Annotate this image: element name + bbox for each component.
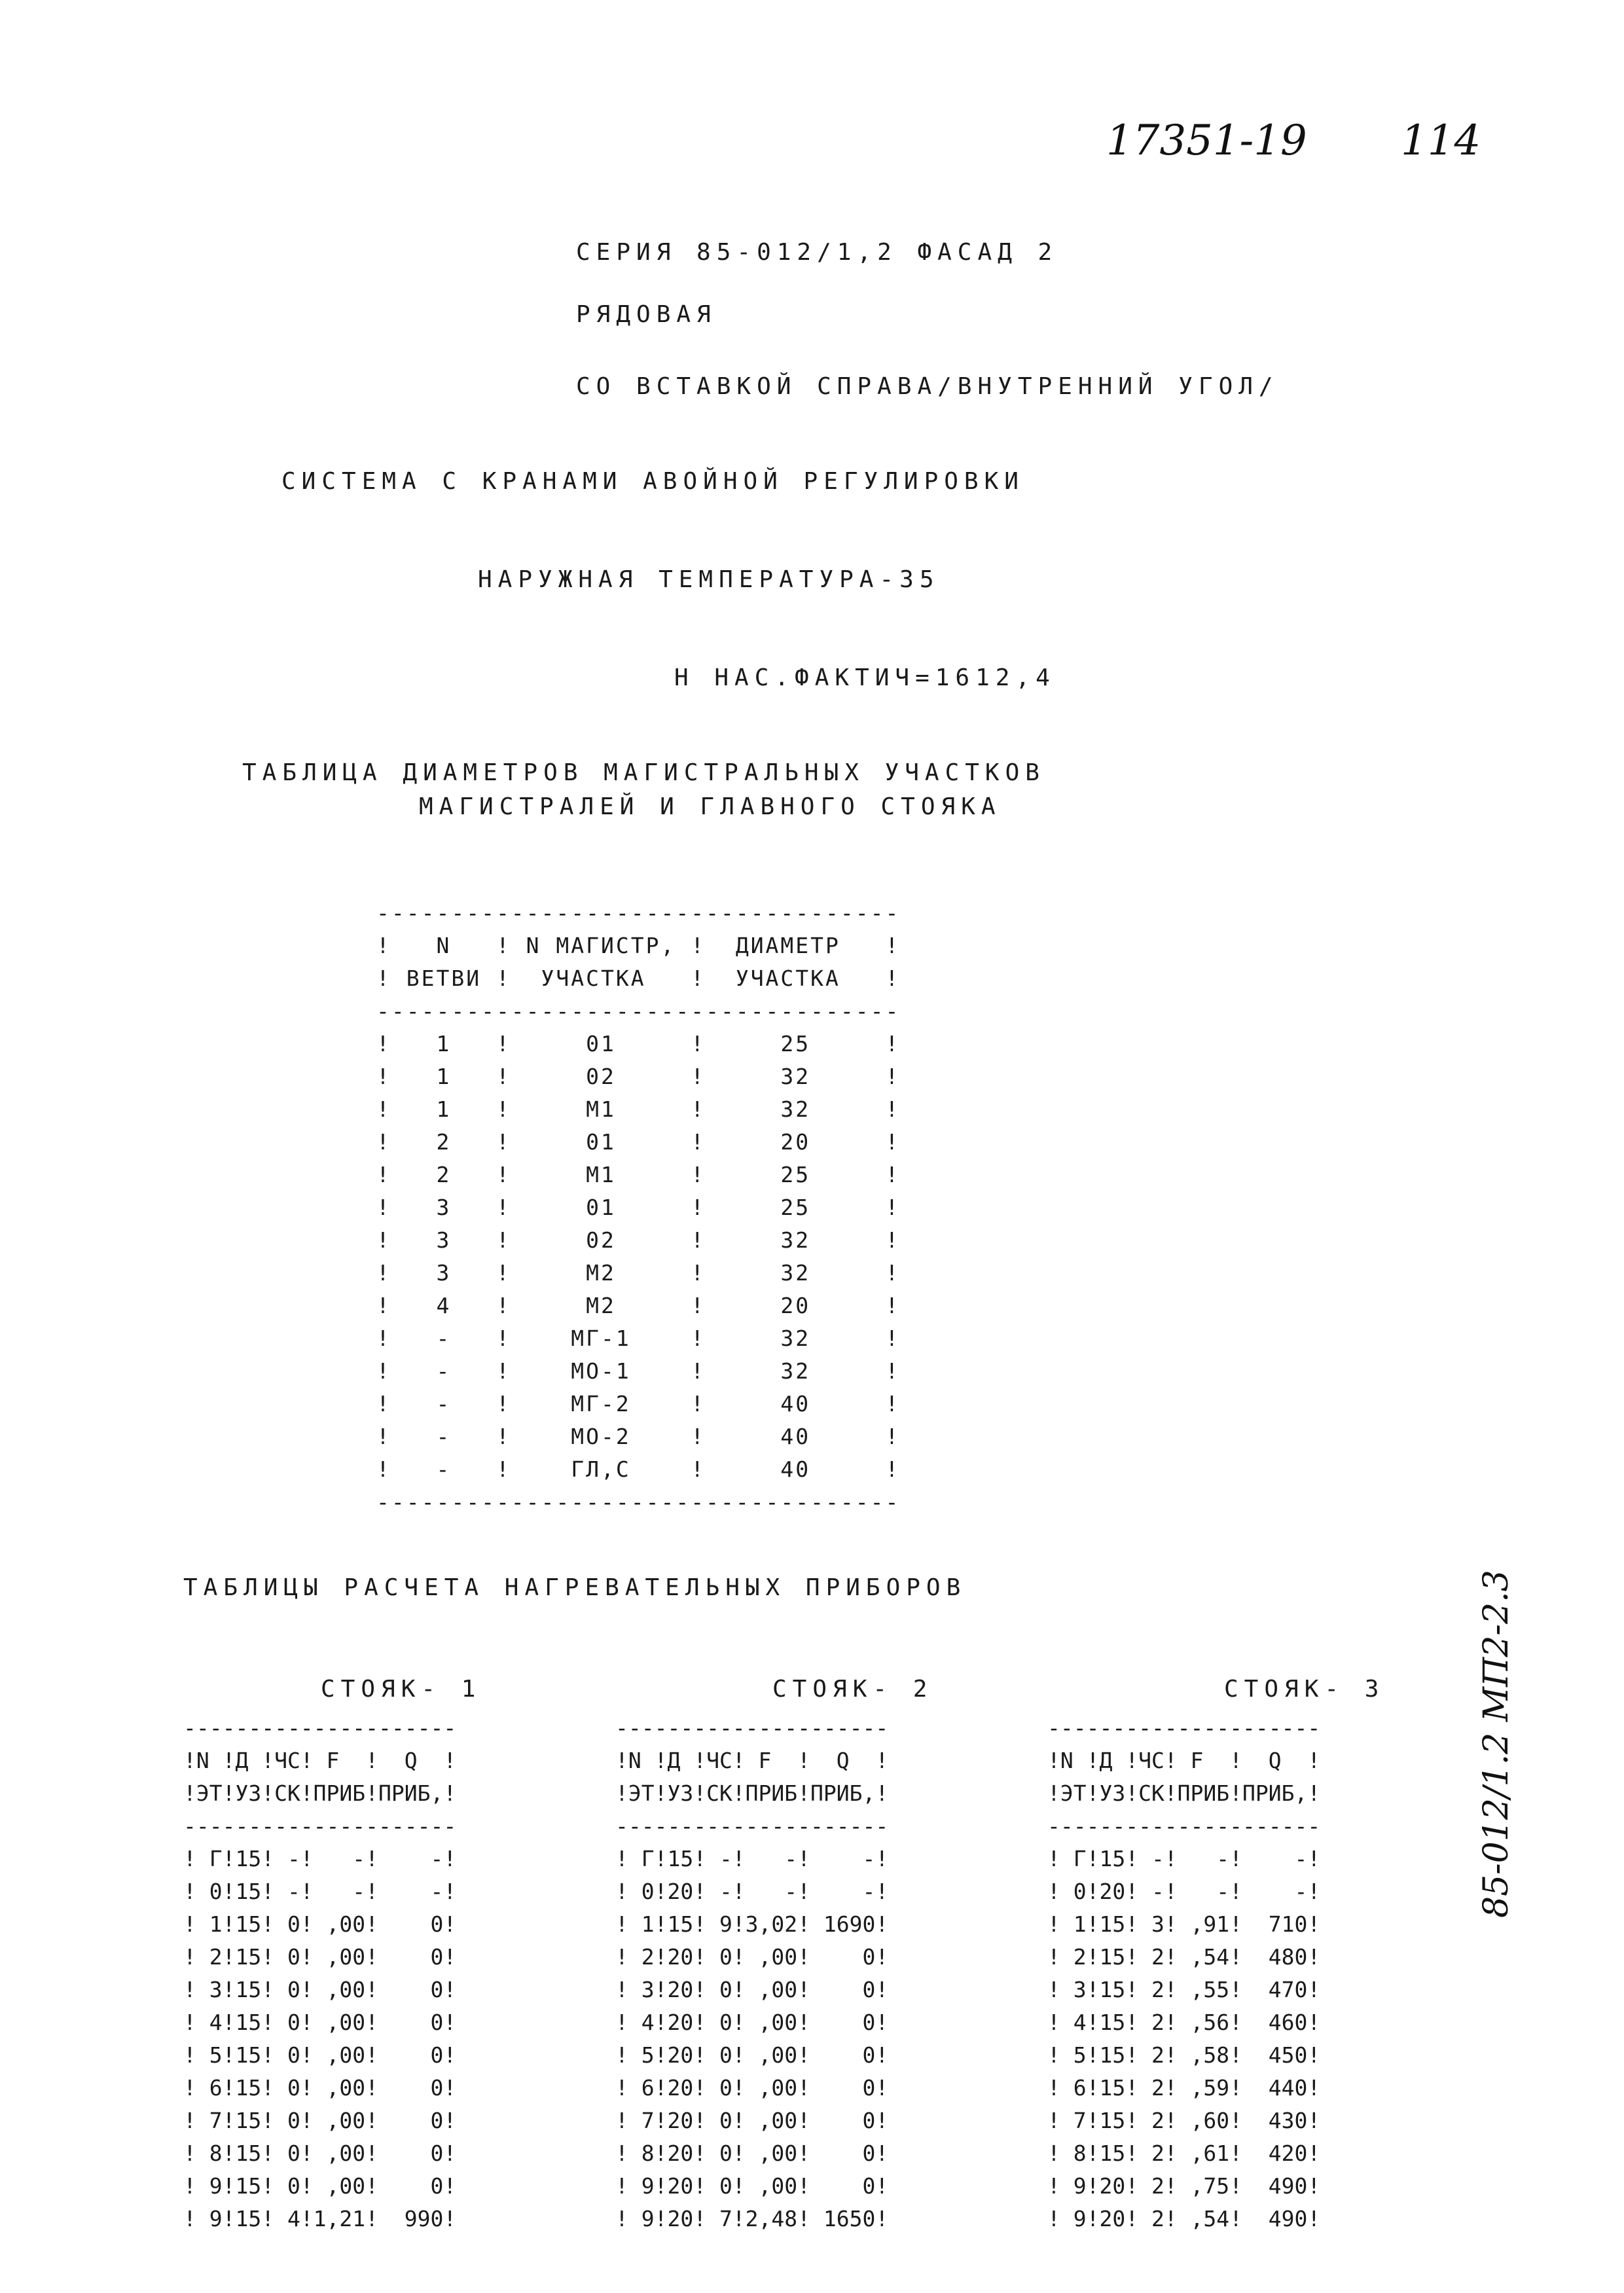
- heater-tables-title: ТАБЛИЦЫ РАСЧЕТА НАГРЕВАТЕЛЬНЫХ ПРИБОРОВ: [183, 1574, 967, 1601]
- document-number: 17351-19: [1106, 117, 1307, 165]
- diameter-table-title: ТАБЛИЦА ДИАМЕТРОВ МАГИСТРАЛЬНЫХ УЧАСТКОВ: [242, 759, 1045, 786]
- riser-3-title: СТОЯК- 3: [1224, 1676, 1385, 1703]
- type-line: РЯДОВАЯ: [576, 301, 717, 328]
- page-number: 114: [1401, 117, 1481, 165]
- diameter-table: ----------------------------------- ! N ! N МАГИСТР, ! ДИАМЕТР ! ! ВЕТВИ ! УЧАСТКА ! УЧАСТКА ! ----------------------------------- ! 1 ! 01 ! 25 ! ! 1 ! 02 ! 32 ! ! 1 ! М1 ! 32 ! ! 2 ! 01 ! 20 ! ! 2 ! М1 ! 25 ! ! 3 ! 01 ! 25 ! ! 3 ! 02 ! 32 ! ! 3 ! М2 ! 32 ! ! 4 ! М2 ! 20 ! ! - ! МГ-1 ! 32 ! ! - ! МО-1 ! 32 ! ! - ! МГ-2 ! 40 ! ! - ! МО-2 ! 40 ! ! - ! ГЛ,С ! 40 ! -----------------------------------: [376, 900, 901, 1515]
- system-line: СИСТЕМА С КРАНАМИ АВОЙНОЙ РЕГУЛИРОВКИ: [281, 468, 1024, 495]
- riser-1-table: --------------------- !N !Д !ЧС! F ! Q ! !ЭТ!УЗ!СК!ПРИБ!ПРИБ,! --------------------- ! Г!15! -! -! -! ! 0!15! -! -! -! ! 1!15! 0! ,00! 0! ! 2!15! 0! ,00! 0! ! 3!15! 0! ,00! 0! ! 4!15! 0! ,00! 0! ! 5!15! 0! ,00! 0! ! 6!15! 0! ,00! 0! ! 7!15! 0! ,00! 0! ! 8!15! 0! ,00! 0! ! 9!15! 0! ,00! 0! ! 9!15! 4!1,21! 990!: [183, 1715, 457, 2231]
- riser-2-table: --------------------- !N !Д !ЧС! F ! Q ! !ЭТ!УЗ!СК!ПРИБ!ПРИБ,! --------------------- ! Г!15! -! -! -! ! 0!20! -! -! -! ! 1!15! 9!3,02! 1690! ! 2!20! 0! ,00! 0! ! 3!20! 0! ,00! 0! ! 4!20! 0! ,00! 0! ! 5!20! 0! ,00! 0! ! 6!20! 0! ,00! 0! ! 7!20! 0! ,00! 0! ! 8!20! 0! ,00! 0! ! 9!20! 0! ,00! 0! ! 9!20! 7!2,48! 1650!: [615, 1715, 889, 2231]
- insert-line: СО ВСТАВКОЙ СПРАВА/ВНУТРЕННИЙ УГОЛ/: [576, 373, 1279, 400]
- riser-3-table: --------------------- !N !Д !ЧС! F ! Q ! !ЭТ!УЗ!СК!ПРИБ!ПРИБ,! --------------------- ! Г!15! -! -! -! ! 0!20! -! -! -! ! 1!15! 3! ,91! 710! ! 2!15! 2! ,54! 480! ! 3!15! 2! ,55! 470! ! 4!15! 2! ,56! 460! ! 5!15! 2! ,58! 450! ! 6!15! 2! ,59! 440! ! 7!15! 2! ,60! 430! ! 8!15! 2! ,61! 420! ! 9!20! 2! ,75! 490! ! 9!20! 2! ,54! 490!: [1047, 1715, 1321, 2231]
- riser-1-title: СТОЯК- 1: [321, 1676, 482, 1703]
- side-stamp: 85-012/1.2 МП2-2.3: [1477, 1570, 1516, 1918]
- riser-2-title: СТОЯК- 2: [772, 1676, 933, 1703]
- diameter-table-subtitle: МАГИСТРАЛЕЙ И ГЛАВНОГО СТОЯКА: [419, 793, 1001, 820]
- pressure-line: Н НАС.ФАКТИЧ=1612,4: [674, 664, 1056, 691]
- series-line: СЕРИЯ 85-012/1,2 ФАСАД 2: [576, 239, 1058, 266]
- temperature-line: НАРУЖНАЯ ТЕМПЕРАТУРА-35: [478, 566, 940, 593]
